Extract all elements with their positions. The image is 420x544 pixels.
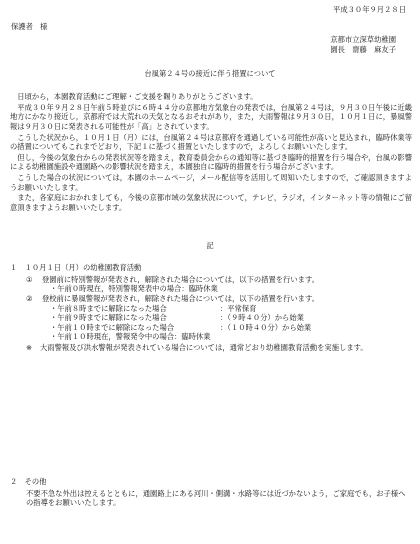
subsection-text: 登校前に暴風警報が発表され，解除された場合については，以下の措置を行います。 bbox=[42, 293, 319, 303]
section-1-heading: １ １０月１日（月）の幼稚園教育活動 bbox=[10, 263, 142, 272]
subsection-text: 登園前に特別警報が発表され，解除された場合については，以下の措置を行います。 bbox=[42, 274, 319, 284]
measure-value: ：（１０時４０分）から始業 bbox=[220, 322, 312, 332]
subsection-2 bbox=[26, 294, 412, 342]
note bbox=[26, 343, 412, 353]
sender-name: 園長 齋藤 麻友子 bbox=[330, 45, 396, 55]
paragraph: 平成３０年９月２８日午前５時並びに６時４４分の京都地方気象台の発表では，台風第２４号は，９月３０日午後に近畿地方にかなり接近し，京都府では大荒れの天気となるおそれがあり，また，大雨警報は９月３０日，１０月１日に，暴風警報は９月３０日に発表される可能性が「高」とされています。 bbox=[10, 102, 412, 131]
note-mark: ※ bbox=[26, 343, 33, 352]
measure-label: ・午前１０時現在，警報発令中の場合：臨時休業 bbox=[50, 332, 211, 342]
body-text bbox=[10, 92, 412, 214]
addressee: 保護者 様 bbox=[11, 22, 48, 31]
sender-organization: 京都市立深草幼稚園 bbox=[330, 35, 396, 44]
measure-item bbox=[50, 323, 412, 333]
subsection-1 bbox=[26, 275, 412, 294]
measure-label: ・午前８時までに解除になった場合 bbox=[50, 303, 167, 313]
measure-item bbox=[50, 284, 412, 294]
document-date: 平成３０年９月２８日 bbox=[333, 5, 406, 14]
measure-list bbox=[50, 284, 412, 294]
subsection-number: ② bbox=[26, 293, 33, 303]
measure-list bbox=[50, 304, 412, 343]
document-title: 台風第２４号の接近に伴う措置について bbox=[144, 69, 276, 78]
note-text: 大雨警報及び洪水警報が発表されている場合については，通常どおり幼稚園教育活動を実施します。 bbox=[40, 343, 368, 352]
section-2-heading: ２ その他 bbox=[10, 477, 47, 486]
sender-block bbox=[330, 35, 396, 55]
measure-label: ・午前１０時までに解除になった場合 bbox=[50, 322, 175, 332]
measure-label: ・午前０時現在，特別警報発表中の場合：臨時休業 bbox=[50, 284, 218, 294]
measure-label: ・午前９時までに解除になった場合 bbox=[50, 313, 167, 323]
paragraph: 但し，今後の気象台からの発表状況等を踏まえ，教育委員会からの通知等に基づき臨時的措置を行う場合や，台風の影響による幼稚園施設や通園路への影響状況を踏まえ，本園独自に臨時的措置を行う場合がございます。 bbox=[10, 152, 412, 172]
section-1 bbox=[10, 263, 412, 353]
measure-value: ：（９時４０分）から始業 bbox=[220, 313, 304, 323]
paragraph: こうした場合の状況については，本園のホームページ，メール配信等を活用して周知いたしますので，ご確認頂きますようお願いいたします。 bbox=[10, 173, 412, 192]
paragraph: こうした状況から，１０月１日（月）には，台風第２４号は京都府を通過している可能性が高いと見込まれ，臨時休業等の措置についてもこれまでどおり，下記１に基づく措置といたしますので，よろしくお願いいたします。 bbox=[10, 132, 412, 152]
section-2 bbox=[10, 477, 412, 508]
paragraph: また，各家庭におかれましても，今後の京都市域の気象状況について，テレビ，ラジオ，インターネット等の情報にご留意頂きますようお願いいたします。 bbox=[10, 193, 412, 212]
paragraph: 日頃から，本園教育活動にご理解・ご支援を賜りありがとうございます。 bbox=[17, 92, 258, 101]
measure-item bbox=[50, 304, 412, 314]
measure-item bbox=[50, 313, 412, 323]
ki-heading: 記 bbox=[206, 241, 214, 250]
measure-item bbox=[50, 332, 412, 342]
measure-value: ：平常保育 bbox=[220, 303, 257, 313]
subsection-number: ① bbox=[26, 274, 33, 284]
section-2-text: 不要不急な外出は控えるとともに，通園路上にある河川・側溝・水路等には近づかないよう，ご家庭でも，お子様への指導をお願いいたします。 bbox=[26, 488, 406, 508]
